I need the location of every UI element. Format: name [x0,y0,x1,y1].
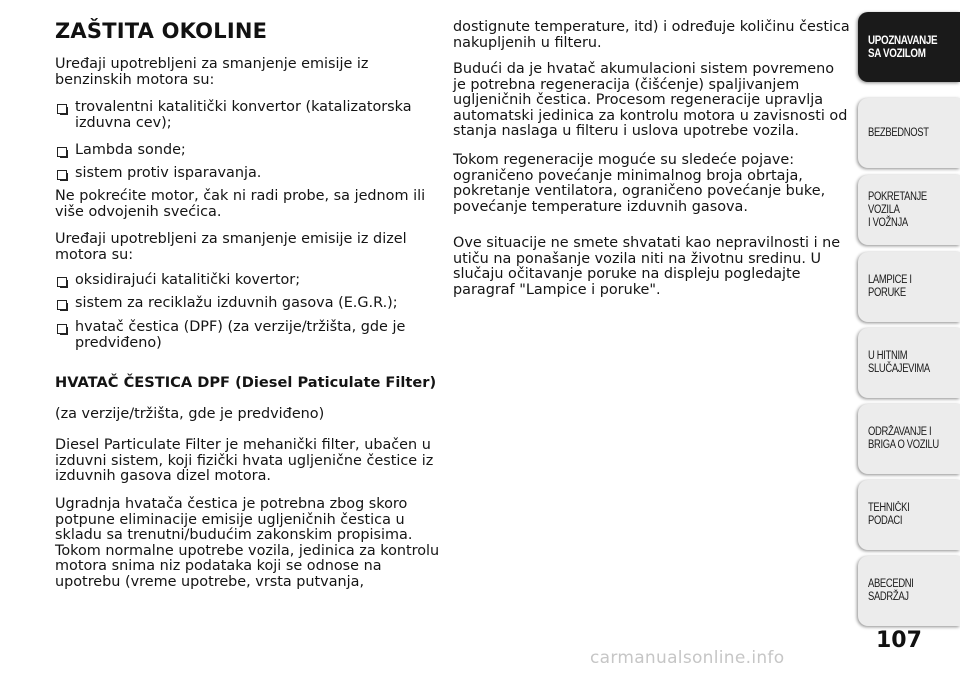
tab-label: POKRETANJE VOZILA I VOŽNJA [868,190,927,229]
list-item: Lambda sonde; [55,143,440,159]
tab-label: ODRŽAVANJE I BRIGA O VOZILU [868,426,939,451]
page-title: ZAŠTITA OKOLINE [55,19,268,43]
dpf-regulation-paragraph: Ugradnja hvatača čestica je potrebna zbog skoro potpune eliminacije emisije ugljeničnih čestica u skladu sa trenutni/budućim zakonskim propisima. Tokom normalne upotrebe vozila, jedinica za kontrolu motora snima niz podataka koji se odnose na upotrebu (vreme upotrebe, vrsta putvanja, [55,496,440,590]
section-subheading: HVATAČ ČESTICA DPF (Diesel Paticulate Filter) [55,374,437,391]
bullet-box-icon [57,147,67,157]
regeneration-effects-paragraph: Tokom regeneracije moguće su sledeće pojave: ograničeno povećanje minimalnog broja obrtaja, pokretanje ventilatora, ograničeno povećanje buke, povećanje temperature izduvnih gasova. [453,152,826,215]
subheading-note: (za verzije/tržišta, gde je predviđeno) [55,406,325,422]
tab-label: LAMPICE I PORUKE [868,274,912,299]
tab-label: TEHNIČKI PODACI [868,502,910,527]
list-item: trovalentni katalitički konvertor (katalizatorska izduvna cev); [55,100,440,131]
tab-tehnicki-podaci[interactable] [858,480,960,550]
tab-upoznavanje-sa-vozilom[interactable] [858,12,960,82]
tab-label: UPOZNAVANJE SA VOZILOM [868,33,938,60]
tab-label: ABECEDNI SADRŽAJ [868,578,914,603]
bullet-box-icon [57,170,67,180]
list-item: sistem protiv isparavanja. [55,166,440,182]
situation-paragraph: Ove situacije ne smete shvatati kao nepravilnosti i ne utiču na ponašanje vozila niti na životnu sredinu. U slučaju očitavanje poruke na displeju pogledajte paragraf "Lampice i poruke". [453,235,841,298]
tab-u-hitnim-slucajevima[interactable] [858,328,960,398]
tab-pokretanje-vozila[interactable] [858,175,960,245]
bullet-box-icon [57,277,67,287]
diesel-intro-paragraph: Uređaji upotrebljeni za smanjenje emisije iz dizel motora su: [55,231,407,263]
tab-abecedni-sadrzaj[interactable] [858,556,960,626]
tab-label: U HITNIM SLUČAJEVIMA [868,350,930,375]
tab-label: BEZBEDNOST [868,126,929,139]
tab-lampice-i-poruke[interactable] [858,252,960,322]
tab-bezbednost[interactable] [858,98,960,168]
bullet-box-icon [57,300,67,310]
intro-paragraph: Uređaji upotrebljeni za smanjenje emisije iz benzinskih motora su: [55,56,369,88]
chapter-tabs [858,0,960,678]
page-number: 107 [876,628,922,653]
list-item: sistem za reciklažu izduvnih gasova (E.G.R.); [55,296,440,312]
list-item: hvatač čestica (DPF) (za verzije/tržišta, gde je predviđeno) [55,320,440,351]
tab-odrzavanje[interactable] [858,404,960,474]
watermark: carmanualsonline.info [590,648,785,668]
bullet-box-icon [57,104,67,114]
warning-paragraph: Ne pokrećite motor, čak ni radi probe, sa jednom ili više odvojenih svećica. [55,188,426,220]
list-item: oksidirajući katalitički kovertor; [55,273,440,289]
regeneration-paragraph: Budući da je hvatač akumulacioni sistem povremeno je potrebna regeneracija (čišćenje) spaljivanjem ugljeničnih čestica. Procesom regeneracije upravlja automatski jedinica za kontrolu motora u zavisnosti od stanja naslaga u filteru i uslova upotrebe vozila. [453,61,848,139]
continuation-paragraph: dostignute temperature, itd) i određuje količinu čestica nakupljenih u filteru. [453,19,850,51]
bullet-box-icon [57,324,67,334]
dpf-description-paragraph: Diesel Particulate Filter je mehanički filter, ubačen u izduvni sistem, koji fizički hvata ugljenične čestice iz izduvnih gasova dizel motora. [55,437,434,484]
